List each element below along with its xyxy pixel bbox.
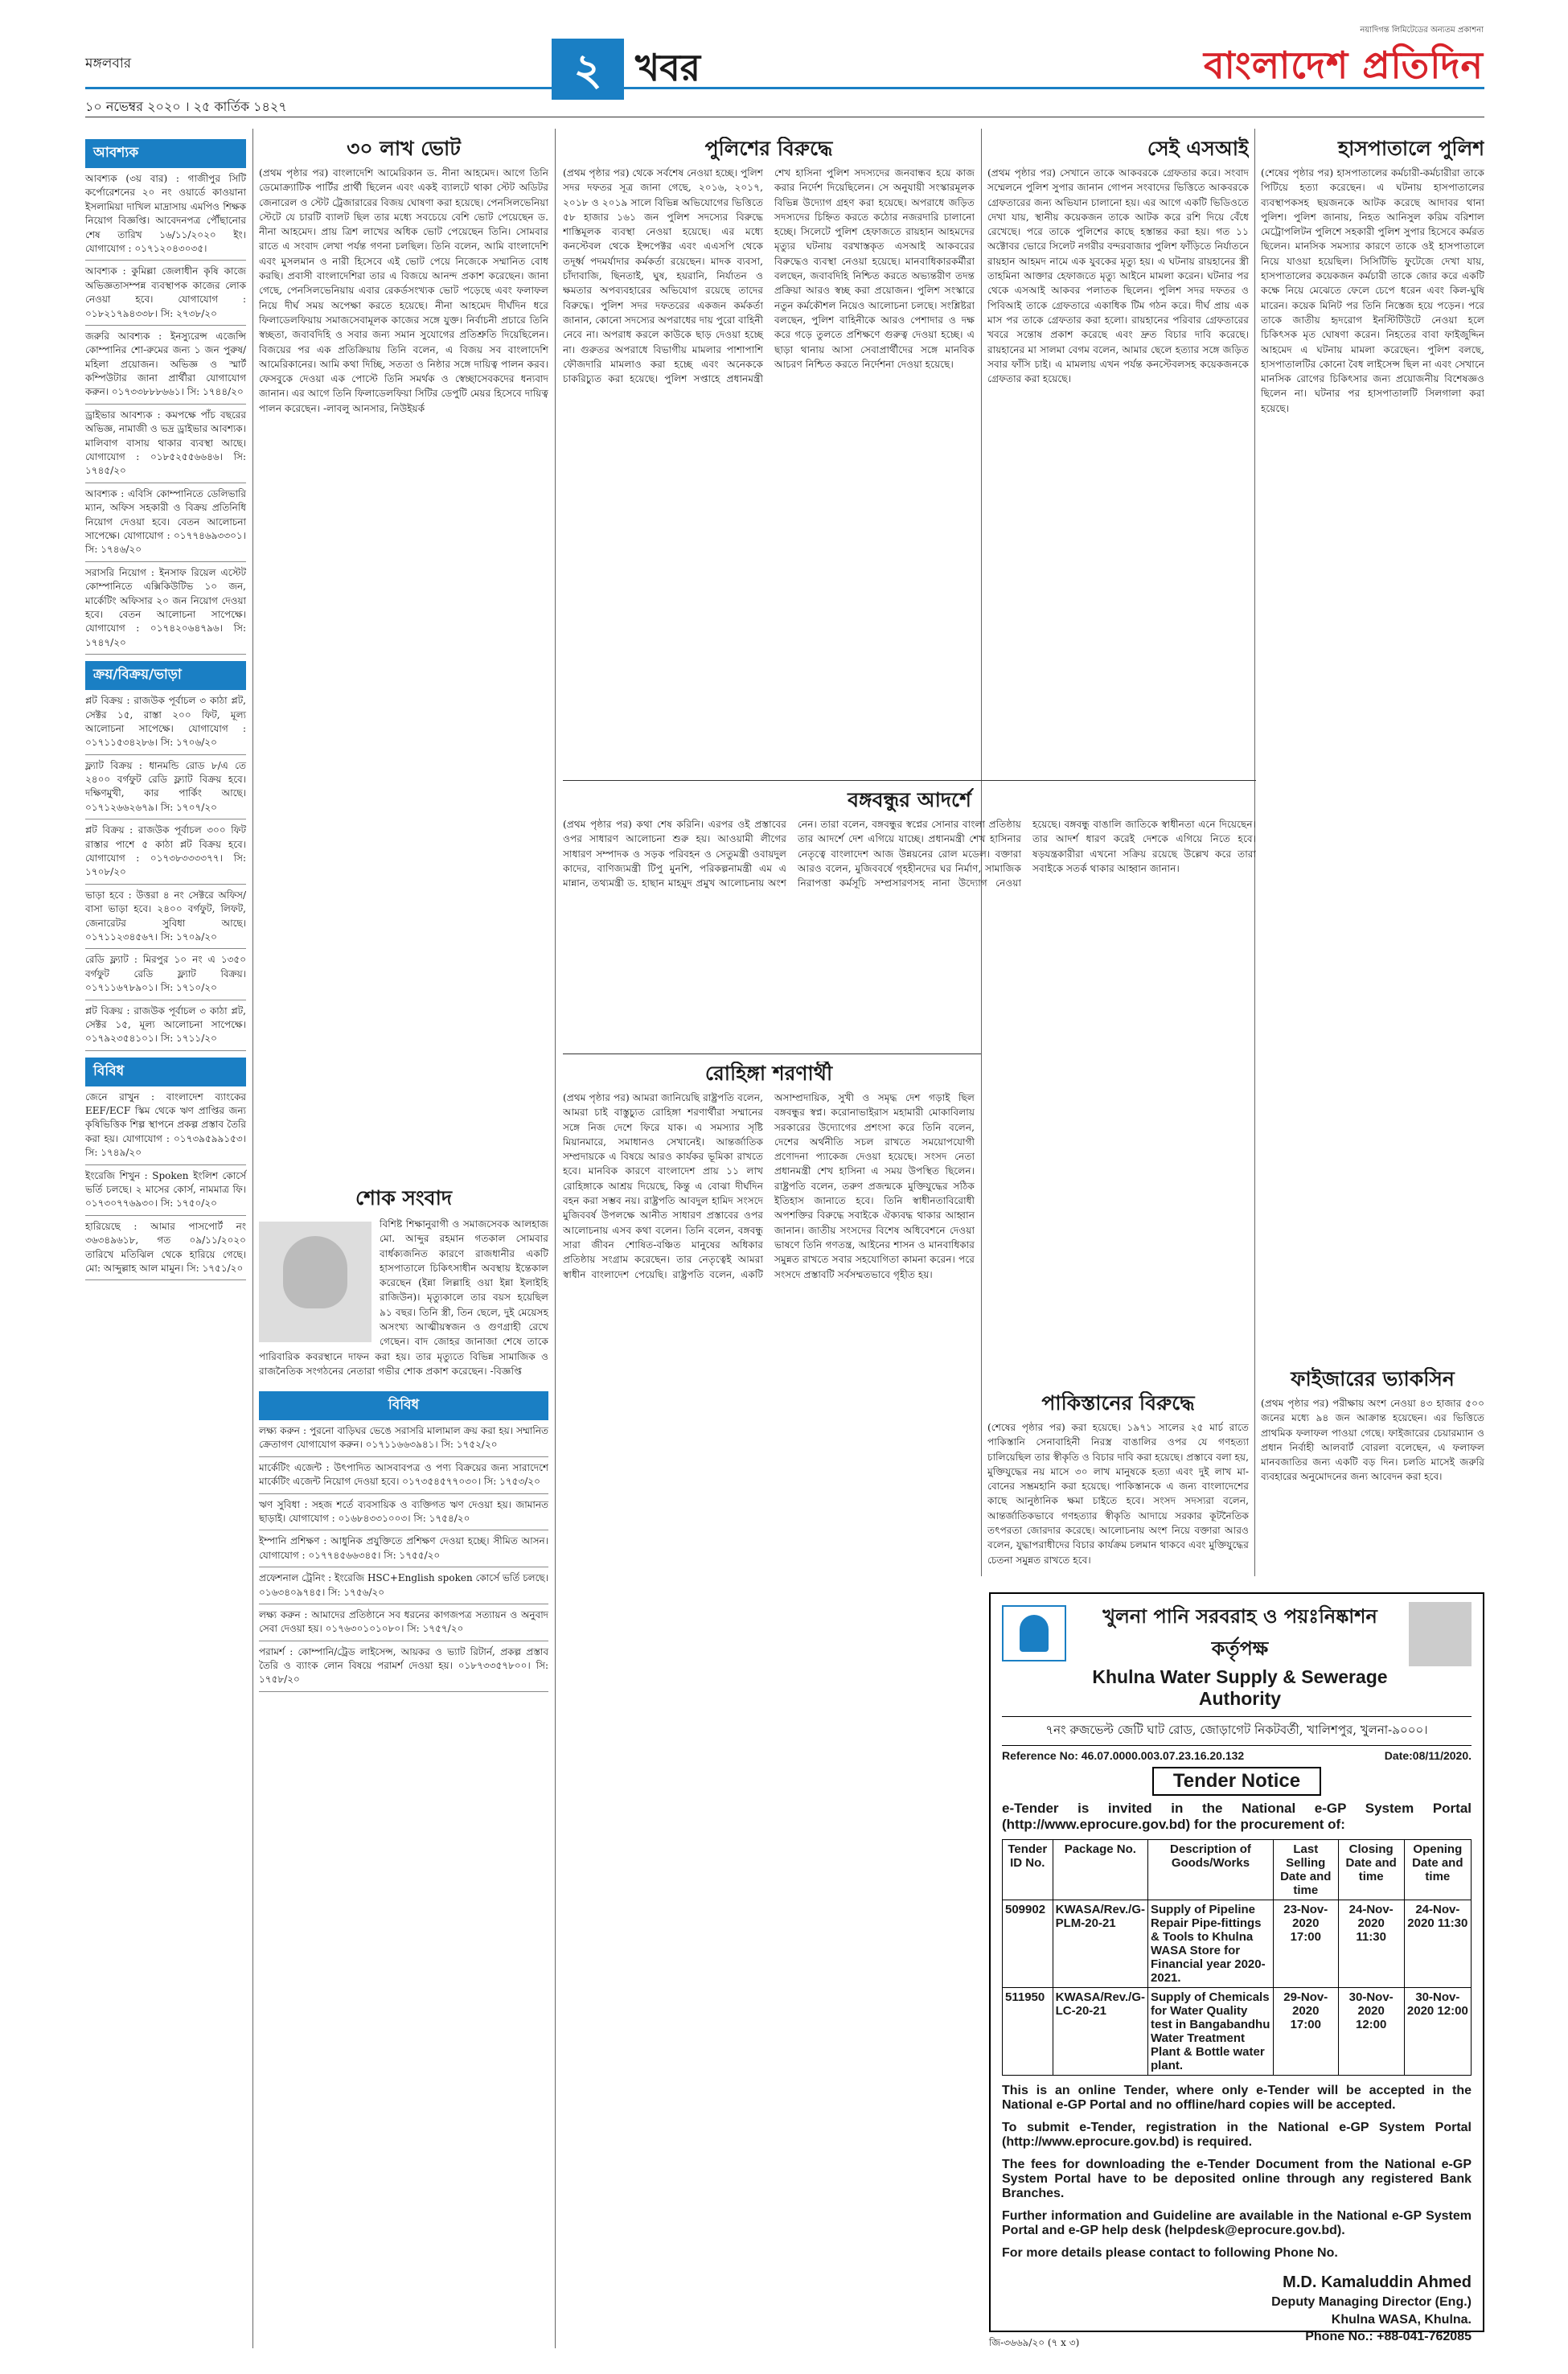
article-body: (প্রথম পৃষ্ঠার পর) বাংলাদেশি আমেরিকান ড. নীনা আহমেদ। আগে তিনি ডেমোক্র্যাটিক পার্টির প্রার্থী ছিলেন এবং একই ব্যালটে থাকা স্টেট অডিটর জেনারেল ও স্টেট ট্রেজারারের বিজয় ঘোষণা করা হয়েছে। পেনসিলভেনিয়া স্টেটে যে চারটি ব্যালট ছিল তার মধ্যে সবচেয়ে বেশি ভোট পেয়েছেন ড. নীনা আহমেদ। প্রায় ত্রিশ লাখের অধিক ভোট পেয়েছেন তিনি। সোমবার রাতে এ সংবাদ লেখা পর্যন্ত গণনা চলছিল। তিনি বলেন, আমি বাংলাদেশি এবং মুসলমান ও নারী হিসেবে এই ভোট পেয়ে নিজেকে সম্মানিত বোধ করছি। প্রবাসী বাংলাদেশিরা তার এ বিজয়ে আনন্দ প্রকাশ করেছেন। জানা গেছে, পেনসিলভেনিয়ায় এবার রেকর্ডসংখ্যক ভোট পড়েছে এবং ফলাফল নিয়ে দীর্ঘ সময় অপেক্ষা করতে হয়েছে। নীনা আহমেদ দীর্ঘদিন ধরে ফিলাডেলফিয়ায় সমাজসেবামূলক কাজের সঙ্গে যুক্ত। নির্বাচনী প্রচারে তিনি স্বচ্ছতা, জবাবদিহি ও সবার জন্য সমান সুযোগের প্রতিশ্রুতি দিয়েছিলেন। বিজয়ের পর এক প্রতিক্রিয়ায় তিনি বলেন, এ বিজয় সব বাংলাদেশি আমেরিকানের। আমি কথা দিচ্ছি, সততা ও নিষ্ঠার সঙ্গে দায়িত্ব পালন করব। ফেসবুকে দেওয়া এক পোস্টে তিনি সমর্থক ও স্বেচ্ছাসেবকদের ধন্যবাদ জানান। এর আগে তিনি ফিলাডেলফিয়া সিটির ডেপুটি মেয়র হিসেবে দায়িত্ব পালন করেছেন। -লাবলু আনসার, নিউইয়র্ক	[259, 167, 548, 414]
classified-ad: ভাড়া হবে : উত্তরা ৪ নং সেক্টরে অফিস/বাসা ভাড়া হবে। ২৪০০ বর্গফুট, লিফট, জেনারেটর সুবিধা আছে। ০১৭১১২৩৪৫৬৭। সি: ১৭০৯/২০	[85, 885, 246, 950]
classified-column	[85, 133, 246, 1280]
tender-reference: Reference No: 46.07.0000.003.07.23.16.20.132	[1002, 1749, 1245, 1762]
classified-ad: আবশ্যক : এবিসি কোম্পানিতে ডেলিভারি ম্যান, অফিস সহকারী ও বিক্রয় প্রতিনিধি নিয়োগ দেওয়া হবে। বেতন আলোচনা সাপেক্ষে। যোগাযোগ : ০১৭৭৪৬৯৩৩০১। সি: ১৭৪৬/২০	[85, 483, 246, 562]
misc-ads	[259, 1391, 548, 1692]
table-header: Tender ID No.	[1003, 1840, 1053, 1900]
misc-ad: প্রফেশনাল ট্রেনিং : ইংরেজি HSC+English spoken কোর্সে ভর্তি চলছে। ০১৬৩৪০৯৭৪৫। সি: ১৭৫৬/২০	[259, 1567, 548, 1604]
article-title: পুলিশের বিরুদ্ধে	[704, 137, 833, 160]
header-day: মঙ্গলবার	[85, 55, 132, 72]
article-title: বঙ্গবন্ধুর আদর্শে	[848, 788, 971, 811]
tender-intro: e-Tender is invited in the National e-GP System Portal (http://www.eprocure.gov.bd) for the procurement of:	[1002, 1801, 1472, 1832]
tender-address: ৭নং রুজভেল্ট জেটি ঘাট রোড, জোড়াগেট নিকটবর্তী, খালিশপুর, খুলনা-৯০০০।	[1002, 1716, 1472, 1746]
page-number: ২	[552, 39, 624, 100]
article-body: (প্রথম পৃষ্ঠার পর) থেকে সর্বশেষ নেওয়া হচ্ছে। পুলিশ সদর দফতর সূত্র জানা গেছে, ২০১৬, ২০১৭, ২০১৮ ও ২০১৯ সালে বিভিন্ন অভিযোগের ভিত্তিতে ৫৮ হাজার ১৬১ জন পুলিশ সদস্যের বিরুদ্ধে শাস্তিমূলক ব্যবস্থা নেওয়া হয়েছে। এর মধ্যে কনস্টেবল থেকে ইন্সপেক্টর এবং এএসপি থেকে তদূর্ধ্ব পদমর্যাদার কর্মকর্তা রয়েছেন। মাদক ব্যবসা, চাঁদাবাজি, ছিনতাই, ঘুষ, হয়রানি, নির্যাতন ও ক্ষমতার অপব্যবহারের অভিযোগ রয়েছে তাদের বিরুদ্ধে। পুলিশ সদর দফতরের একজন কর্মকর্তা জানান, কোনো সদস্যের অপরাধের দায় পুরো বাহিনী নেবে না। অপরাধ করলে কাউকে ছাড় দেওয়া হচ্ছে না। গুরুতর অপরাধে বিভাগীয় মামলার পাশাপাশি ফৌজদারি মামলাও করা হচ্ছে এবং অনেককে চাকরিচ্যুত করা হয়েছে। পুলিশ সপ্তাহে প্রধানমন্ত্রী শেখ হাসিনা পুলিশ সদস্যদের জনবান্ধব হয়ে কাজ করার নির্দেশ দিয়েছিলেন। সে অনুযায়ী সংস্কারমূলক বিভিন্ন উদ্যোগ গ্রহণ করা হয়েছে। অপরাধে জড়িত সদস্যদের চিহ্নিত করতে কঠোর নজরদারি চালানো হচ্ছে। সিলেটে পুলিশ হেফাজতে রায়হান আহমদের মৃত্যুর ঘটনায় বরখাস্তকৃত এসআই আকবরের বিরুদ্ধেও ব্যবস্থা নেওয়া হয়েছে। মানবাধিকারকর্মীরা বলছেন, জবাবদিহি নিশ্চিত করতে অভ্যন্তরীণ তদন্ত প্রক্রিয়া আরও স্বচ্ছ করা প্রয়োজন। পুলিশ সংস্কারে নতুন কর্মকৌশল নিয়েও আলোচনা চলছে। সংশ্লিষ্টরা বলছেন, পুলিশ বাহিনীকে আরও পেশাদার ও দক্ষ করে গড়ে তুলতে প্রশিক্ষণে গুরুত্ব দেওয়া হচ্ছে। এ ছাড়া থানায় আসা সেবাপ্রার্থীদের সঙ্গে মানবিক আচরণ নিশ্চিত করতে নির্দেশনা দেওয়া হয়েছে।	[563, 167, 975, 385]
misc-ad: পরামর্শ : কোম্পানি/ট্রেড লাইসেন্স, আয়কর ও ভ্যাট রিটার্ন, প্রকল্প প্রস্তাব তৈরি ও ব্যাংক লোন বিষয়ে পরামর্শ দেওয়া হয়। ০১৮৭৩৩৫৭৮০০। সি: ১৭৫৮/২০	[259, 1641, 548, 1692]
tender-para: This is an online Tender, where only e-Tender will be accepted in the National e-GP Portal and no offline/hard copies will be accepted.	[1002, 2084, 1472, 2112]
masthead-tag: নয়াদিগন্ত লিমিটেডের অন্যতম প্রকাশনা	[1360, 26, 1484, 35]
classified-ad: প্লট বিক্রয় : রাজউক পূর্বাচল ৩ কাঠা প্লট, সেক্টর ১৫, মূল্য আলোচনা সাপেক্ষে। ০১৭৯২৩৫৪১০১। সি: ১৭১১/২০	[85, 1000, 246, 1051]
article-title: সেই এসআই	[1147, 137, 1249, 160]
misc-ad: লক্ষ্য করুন : পুরনো বাড়িঘর ভেঙে সরাসরি মালামাল ক্রয় করা হয়। সম্মানিত ক্রেতাগণ যোগাযোগ করুন। ০১৭১১৬৬৩৯৪১। সি: ১৭৫২/২০	[259, 1420, 548, 1457]
article-body: (প্রথম পৃষ্ঠার পর) সেখানে তাকে আকবরকে গ্রেফতার করে। সংবাদ সম্মেলনে পুলিশ সুপার জানান গোপন সংবাদের ভিত্তিতে আকবরকে গ্রেফতারের জন্য অভিযান চালানো হয়। এর আগে একটি ভিডিওতে দেখা যায়, স্থানীয় কয়েকজন তাকে আটক করে রশি দিয়ে বেঁধে রেখেছে। পরে তাকে পুলিশের কাছে হস্তান্তর করা হয়। গত ১১ অক্টোবর ভোরে সিলেট নগরীর বন্দরবাজার পুলিশ ফাঁড়িতে নির্যাতনে রায়হান আহমদ নামে এক যুবকের মৃত্যু হয়। এ ঘটনায় রায়হানের স্ত্রী তাহমিনা আক্তার হেফাজতে মৃত্যু আইনে মামলা করেন। ঘটনার পর থেকে এসআই আকবর পলাতক ছিলেন। পুলিশ সদর দফতর ও পিবিআই তাকে গ্রেফতারে একাধিক টিম গঠন করে। দীর্ঘ প্রায় এক মাস পর তাকে গ্রেফতার করা হলো। রায়হানের পরিবার গ্রেফতারের খবরে সন্তোষ প্রকাশ করেছে এবং দ্রুত বিচার দাবি করেছে। রায়হানের মা সালমা বেগম বলেন, আমার ছেলে হত্যার সঙ্গে জড়িত সবার ফাঁসি চাই। এ মামলায় এখন পর্যন্ত কনস্টেবলসহ কয়েকজনকে গ্রেফতার করা হয়েছে।	[987, 167, 1249, 385]
classified-ad: সরাসরি নিয়োগ : ইনসাফ রিয়েল এস্টেট কোম্পানিতে এক্সিকিউটিভ ১০ জন, মার্কেটিং অফিসার ২০ জন নিয়োগ দেওয়া হবে। বেতন আলোচনা সাপেক্ষে। যোগাযোগ : ০১৭৪২০৬৪৭৯৬। সি: ১৭৪৭/২০	[85, 562, 246, 655]
tender-title: Tender Notice	[1152, 1767, 1321, 1796]
page-header	[0, 0, 1568, 121]
tender-para: The fees for downloading the e-Tender Document from the National e-GP System Portal have to be deposited online through any registered Bank Branches.	[1002, 2158, 1472, 2200]
article-title: হাসপাতালে পুলিশ	[1337, 137, 1484, 160]
classified-ad: জরুরি আবশ্যক : ইনস্যুরেন্স এজেন্সি কোম্পানির শো-রুমের জন্য ১ জন পুরুষ/মহিলা প্রয়োজন। অভিজ্ঞ ও স্মার্ট কম্পিউটার জানা প্রার্থীরা যোগাযোগ করুন। ০১৭৩৩৮৮৮৬৬১। সি: ১৭৪৪/২০	[85, 326, 246, 405]
article-title: ৩০ লাখ ভোট	[347, 137, 461, 160]
article-body: (শেষের পৃষ্ঠার পর) হাসপাতালের কর্মচারী-কর্মচারীরা তাকে পিটিয়ে হত্যা করেছেন। এ ঘটনায় হাসপাতালের ব্যবস্থাপকসহ ছয়জনকে আটক করেছে আদাবর থানা পুলিশ। পুলিশ জানায়, নিহত আনিসুল করিম বরিশাল মেট্রোপলিটন পুলিশে সহকারী পুলিশ সুপার হিসেবে কর্মরত ছিলেন। মানসিক সমস্যার কারণে তাকে ওই হাসপাতালে নিয়ে যাওয়া হয়েছিল। সিসিটিভি ফুটেজে দেখা যায়, হাসপাতালের কয়েকজন কর্মচারী তাকে জোর করে একটি কক্ষে নিয়ে মেঝেতে ফেলে চেপে ধরেন এবং কিল-ঘুষি মারেন। কয়েক মিনিট পর তিনি নিস্তেজ হয়ে পড়েন। পরে তাকে জাতীয় হৃদরোগ ইনস্টিটিউটে নেওয়া হলে চিকিৎসক মৃত ঘোষণা করেন। নিহতের বাবা ফাইজুদ্দিন আহমেদ এ ঘটনায় মামলা করেছেন। পুলিশ বলছে, হাসপাতালটির কোনো বৈধ লাইসেন্স ছিল না এবং সেখানে মানসিক রোগের চিকিৎসার জন্য প্রয়োজনীয় বিশেষজ্ঞও ছিলেন না। ঘটনার পর হাসপাতালটি সিলগালা করা হয়েছে।	[1261, 167, 1484, 414]
tender-para: Further information and Guideline are available in the National e-GP System Portal and e-GP help desk (helpdesk@eprocure.gov.bd).	[1002, 2209, 1472, 2237]
table-cell: Supply of Pipeline Repair Pipe-fittings & Tools to Khulna WASA Store for Financial year 2020-2021.	[1148, 1900, 1274, 1988]
obituary-photo	[259, 1222, 371, 1342]
classified-ad: রেডি ফ্ল্যাট : মিরপুর ১০ নং এ ১৩৫০ বর্গফুট রেডি ফ্ল্যাট বিক্রয়। ০১৭১১৬৭৮৯০১। সি: ১৭১০/২০	[85, 949, 246, 1000]
table-cell: 30-Nov-2020 12:00	[1404, 1988, 1471, 2076]
article-title: রোহিঙ্গা শরণার্থী	[704, 1062, 833, 1085]
masthead	[1178, 24, 1484, 87]
table-cell: KWASA/Rev./G-LC-20-21	[1053, 1988, 1147, 2076]
article-title: পাকিস্তানের বিরুদ্ধে	[1041, 1391, 1195, 1415]
table-cell: 511950	[1003, 1988, 1053, 2076]
classified-ad: আবশ্যক : কুমিল্লা জেলাধীন কৃষি কাজে অভিজ্ঞতাসম্পন্ন ব্যবস্থাপক কাজের লোক নেওয়া হবে। যোগাযোগ : ০১৮২১৭৯৪৩৩৮। সি: ২৭৩৮/২০	[85, 261, 246, 326]
wasa-logo-icon	[1002, 1605, 1066, 1661]
ad-code: জি-৩৬৬৯/২০ (৭ x ৩)	[989, 2337, 1080, 2348]
article-pfizer	[1261, 1367, 1484, 1584]
table-header: Package No.	[1053, 1840, 1147, 1900]
tender-table	[1002, 1839, 1472, 2076]
table-cell: 509902	[1003, 1900, 1053, 1988]
classified-ad: ইংরেজি শিখুন : Spoken ইংলিশ কোর্সে ভর্তি চলছে। ২ মাসের কোর্স, নামমাত্র ফি। ০১৭৩০৭৭৬৯৩০। সি: ১৭৫০/২০	[85, 1165, 246, 1216]
table-cell: 23-Nov-2020 17:00	[1273, 1900, 1338, 1988]
classified-ad: আবশ্যক (৩য় বার) : গাজীপুর সিটি কর্পোরেশনের ২০ নং ওয়ার্ডে কাওয়ানা ইসলামিয়া দাখিল মাদ্রাসায় এমপিও শিক্ষক নিয়োগ বিজ্ঞপ্তি। আবেদনপত্র পৌঁছানোর শেষ তারিখ ১৬/১১/২০২০ ইং। যোগাযোগ : ০১৭১২০৪৩০৩৫।	[85, 168, 246, 261]
tender-signature	[1002, 2272, 1472, 2346]
signatory-title: Deputy Managing Director (Eng.)	[1271, 2295, 1472, 2309]
misc-ads-heading: বিবিধ	[259, 1391, 548, 1420]
table-header: Last Selling Date and time	[1273, 1840, 1338, 1900]
article-body: (প্রথম পৃষ্ঠার পর) কথা শেষ করিনি। এরপর ওই প্রস্তাবের ওপর সাধারণ আলোচনা শুরু হয়। আওয়ামী লীগের সাধারণ সম্পাদক ও সড়ক পরিবহন ও সেতুমন্ত্রী ওবায়দুল কাদের, বাণিজ্যমন্ত্রী টিপু মুনশি, পরিকল্পনামন্ত্রী এম এ মান্নান, তথ্যমন্ত্রী ড. হাছান মাহমুদ প্রমুখ আলোচনায় অংশ নেন। তারা বলেন, বঙ্গবন্ধুর স্বপ্নের সোনার বাংলা প্রতিষ্ঠায় তার আদর্শে দেশ এগিয়ে যাচ্ছে। প্রধানমন্ত্রী শেখ হাসিনার নেতৃত্বে বাংলাদেশ আজ উন্নয়নের রোল মডেল। বক্তারা আরও বলেন, মুজিববর্ষে গৃহহীনদের ঘর নির্মাণ, সামাজিক নিরাপত্তা কর্মসূচি সম্প্রসারণসহ নানা উদ্যোগ নেওয়া হয়েছে। বঙ্গবন্ধু বাঙালি জাতিকে স্বাধীনতা এনে দিয়েছেন। তার আদর্শ ধারণ করেই দেশকে এগিয়ে নিতে হবে। ষড়যন্ত্রকারীরা এখনো সক্রিয় রয়েছে উল্লেখ করে তারা সবাইকে সতর্ক থাকার আহ্বান জানান।	[563, 819, 1256, 889]
signatory-name: M.D. Kamaluddin Ahmed	[1283, 2273, 1472, 2291]
table-header: Closing Date and time	[1338, 1840, 1404, 1900]
classified-ad: ড্রাইভার আবশ্যক : কমপক্ষে পাঁচ বছরের অভিজ্ঞ, নামাজী ও ভদ্র ড্রাইভার আবশ্যক। মালিবাগ বাসায় থাকার ব্যবস্থা আছে। যোগাযোগ : ০১৮৫২৫৫৬৬৪৬। সি: ১৭৪৫/২০	[85, 405, 246, 483]
tender-para: For more details please contact to following Phone No.	[1002, 2246, 1338, 2260]
misc-ad: ইম্পানি প্রশিক্ষণ : আধুনিক প্রযুক্তিতে প্রশিক্ষণ দেওয়া হচ্ছে। সীমিত আসন। যোগাযোগ : ০১৭৭৪৫৬৬৩৪৫। সি: ১৭৫৫/২০	[259, 1530, 548, 1567]
table-cell: 24-Nov-2020 11:30	[1404, 1900, 1471, 1988]
table-cell: Supply of Chemicals for Water Quality test in Bangabandhu Water Treatment Plant & Bottle water plant.	[1148, 1988, 1274, 2076]
article-hospital	[1261, 137, 1484, 1359]
article-vote	[259, 137, 548, 1174]
table-header: Opening Date and time	[1404, 1840, 1471, 1900]
article-title: ফাইজারের ভ্যাকসিন	[1291, 1367, 1455, 1390]
classified-ad: প্লট বিক্রয় : রাজউক পূর্বাচল ৩০০ ফিট রাস্তার পাশে ৫ কাঠা প্লট বিক্রয় হবে। যোগাযোগ : ০১৭৩৮৩৩৩৩৭৭। সি: ১৭০৮/২০	[85, 819, 246, 885]
table-cell: 30-Nov-2020 12:00	[1338, 1988, 1404, 2076]
section-title: খবর	[635, 46, 701, 89]
article-police	[563, 137, 975, 772]
table-row	[1003, 1988, 1472, 2076]
classified-ad: ফ্ল্যাট বিক্রয় : ধানমন্ডি রোড ৮/এ তে ২৪০০ বর্গফুট রেডি ফ্ল্যাট বিক্রয় হবে। দক্ষিণমুখী, কার পার্কিং আছে। ০১৭১২৬৬২৬৭৯। সি: ১৭০৭/২০	[85, 755, 246, 820]
tender-org-bn: খুলনা পানি সরবরাহ ও পয়ঃনিষ্কাশন কর্তৃপক্ষ	[1102, 1604, 1377, 1660]
tender-para: To submit e-Tender, registration in the National e-GP System Portal (http://www.eprocure.gov.bd) is required.	[1002, 2121, 1472, 2149]
obituary	[259, 1182, 548, 1378]
table-cell: 24-Nov-2020 11:30	[1338, 1900, 1404, 1988]
table-header: Description of Goods/Works	[1148, 1840, 1274, 1900]
classified-heading-sale: ক্রয়/বিক্রয়/ভাড়া	[85, 661, 246, 690]
classified-ad: হারিয়েছে : আমার পাসপোর্ট নং ৩৬৩৪৯৬১৮, গত ০৯/১১/২০২০ তারিখে মতিঝিল থেকে হারিয়ে গেছে। মো: আব্দুল্লাহ আল মামুন। সি: ১৭৫১/২০	[85, 1216, 246, 1281]
classified-heading-misc: বিবিধ	[85, 1058, 246, 1086]
article-body: (প্রথম পৃষ্ঠার পর) পরীক্ষায় অংশ নেওয়া ৪৩ হাজার ৫০০ জনের মধ্যে ৯৪ জন আক্রান্ত হয়েছেন। এর ভিত্তিতে প্রাথমিক ফলাফল পাওয়া গেছে। ফাইজারের চেয়ারম্যান ও প্রধান নির্বাহী আলবার্ট বোরলা বলেছেন, এ ফলাফল মানবজাতির জন্য একটি বড় দিন। চলতি মাসেই জরুরি ব্যবহারের অনুমোদনের জন্য আবেদন করা হবে।	[1261, 1398, 1484, 1483]
column-divider	[555, 129, 556, 2348]
masthead-name: বাংলাদেশ প্রতিদিন	[1203, 43, 1484, 87]
misc-ad: ঋণ সুবিধা : সহজ শর্তে ব্যবসায়িক ও ব্যক্তিগত ঋণ দেওয়া হয়। জামানত ছাড়াই। যোগাযোগ : ০১৬৮৪৩৩১০০৩। সি: ১৭৫৪/২০	[259, 1494, 548, 1531]
classified-ad: জেনে রাখুন : বাংলাদেশ ব্যাংকের EEF/ECF স্কিম থেকে ঋণ প্রাপ্তির জন্য কৃষিভিত্তিক শিল্প স্থাপনে প্রকল্প প্রস্তাব তৈরি করা হয়। যোগাযোগ : ০১৭৩৯৫৯৯১৫৩। সি: ১৭৪৯/২০	[85, 1086, 246, 1165]
table-cell: KWASA/Rev./G-PLM-20-21	[1053, 1900, 1147, 1988]
signatory-phone: Phone No.: +88-041-762085	[1305, 2330, 1472, 2344]
table-cell: 29-Nov-2020 17:00	[1273, 1988, 1338, 2076]
column-divider	[252, 129, 253, 2348]
misc-ad: লক্ষ্য করুন : আমাদের প্রতিষ্ঠানে সব ধরনের কাগজপত্র সত্যায়ন ও অনুবাদ সেবা দেওয়া হয়। ০১৭৬৩০১০১০৮০। সি: ১৭৫৭/২০	[259, 1604, 548, 1641]
portrait-image	[1409, 1602, 1472, 1666]
article-si	[987, 137, 1249, 1383]
article-rohingya	[563, 1062, 975, 2332]
table-row	[1003, 1900, 1472, 1988]
classified-heading-needed: আবশ্যক	[85, 139, 246, 168]
signatory-org: Khulna WASA, Khulna.	[1331, 2312, 1472, 2327]
tender-refline	[1002, 1749, 1472, 1762]
tender-org-en: Khulna Water Supply & Sewerage Authority	[1092, 1666, 1388, 1709]
obituary-body: বিশিষ্ট শিক্ষানুরাগী ও সমাজসেবক আলহাজ মো. আব্দুর রহমান গতকাল সোমবার বার্ধক্যজনিত কারণে রাজধানীর একটি হাসপাতালে চিকিৎসাধীন অবস্থায় ইন্তেকাল করেছেন (ইন্না লিল্লাহি ওয়া ইন্না ইলাইহি রাজিউন)। মৃত্যুকালে তার বয়স হয়েছিল ৯১ বছর। তিনি স্ত্রী, তিন ছেলে, দুই মেয়েসহ অসংখ্য আত্মীয়স্বজন ও গুণগ্রাহী রেখে গেছেন। বাদ জোহর জানাজা শেষে তাকে পারিবারিক কবরস্থানে দাফন করা হয়। তার মৃত্যুতে বিভিন্ন সামাজিক ও রাজনৈতিক সংগঠনের নেতারা গভীর শোক প্রকাশ করেছেন। -বিজ্ঞপ্তি	[259, 1218, 548, 1377]
article-pakistan	[987, 1391, 1249, 1584]
obituary-title: শোক সংবাদ	[355, 1186, 452, 1210]
classified-ad: প্লট বিক্রয় : রাজউক পূর্বাচল ৩ কাঠা প্লট, সেক্টর ১৫, রাস্তা ২০০ ফিট, মূল্য আলোচনা সাপেক্ষে। যোগাযোগ : ০১৭১১৫৩৪২৮৬। সি: ১৭০৬/২০	[85, 690, 246, 755]
article-body: (শেষের পৃষ্ঠার পর) করা হয়েছে। ১৯৭১ সালের ২৫ মার্চ রাতে পাকিস্তানি সেনাবাহিনী নিরস্ত্র বাঙালির ওপর যে গণহত্যা চালিয়েছিল তার স্বীকৃতি ও বিচার দাবি করা হয়েছে। প্রস্তাবে বলা হয়, মুক্তিযুদ্ধের নয় মাসে ৩০ লাখ মানুষকে হত্যা এবং দুই লাখ মা-বোনের সম্ভ্রমহানি করা হয়েছে। পাকিস্তানকে এ জন্য বাংলাদেশের কাছে আনুষ্ঠানিক ক্ষমা চাইতে হবে। সংসদ সদস্যরা বলেন, আন্তর্জাতিকভাবে গণহত্যার স্বীকৃতি আদায়ে সরকার কূটনৈতিক তৎপরতা জোরদার করেছে। আলোচনায় অংশ নিয়ে বক্তারা আরও বলেন, যুদ্ধাপরাধীদের বিচার কার্যক্রম চলমান থাকবে এবং মুক্তিযুদ্ধের চেতনা সমুন্নত রাখতে হবে।	[987, 1422, 1249, 1566]
tender-date: Date:08/11/2020.	[1384, 1749, 1472, 1762]
header-date: ১০ নভেম্বর ২০২০ । ২৫ কার্তিক ১৪২৭	[85, 99, 287, 114]
article-body: (প্রথম পৃষ্ঠার পর) আমরা জানিয়েছি রাষ্ট্রপতি বলেন, আমরা চাই বাস্তুচ্যুত রোহিঙ্গা শরণার্থীরা সম্মানের সঙ্গে নিজ দেশে ফিরে যাক। এ সমস্যার সৃষ্টি মিয়ানমারে, সমাধানও সেখানেই। আন্তর্জাতিক সম্প্রদায়কে এ বিষয়ে আরও কার্যকর ভূমিকা রাখতে হবে। মানবিক কারণে বাংলাদেশ প্রায় ১১ লাখ রোহিঙ্গাকে আশ্রয় দিয়েছে, কিন্তু এ বোঝা দীর্ঘদিন বহন করা সম্ভব নয়। রাষ্ট্রপতি আবদুল হামিদ সংসদে মুজিববর্ষ উপলক্ষে আনীত সাধারণ প্রস্তাবের ওপর আলোচনায় এসব কথা বলেন। তিনি বলেন, বঙ্গবন্ধু সারা জীবন শোষিত-বঞ্চিত মানুষের অধিকার প্রতিষ্ঠায় সংগ্রাম করেছেন। তার নেতৃত্বেই আমরা স্বাধীন বাংলাদেশ পেয়েছি। রাষ্ট্রপতি বলেন, একটি অসাম্প্রদায়িক, সুখী ও সমৃদ্ধ দেশ গড়াই ছিল বঙ্গবন্ধুর স্বপ্ন। করোনাভাইরাস মহামারী মোকাবিলায় সরকারের উদ্যোগের প্রশংসা করে তিনি বলেন, দেশের অর্থনীতি সচল রাখতে সময়োপযোগী প্রণোদনা প্যাকেজ দেওয়া হয়েছে। সংসদ নেতা প্রধানমন্ত্রী শেখ হাসিনা এ সময় উপস্থিত ছিলেন। রাষ্ট্রপতি বলেন, তরুণ প্রজন্মকে মুক্তিযুদ্ধের সঠিক ইতিহাস জানাতে হবে। তিনি স্বাধীনতাবিরোধী অপশক্তির বিরুদ্ধে সবাইকে ঐক্যবদ্ধ থাকার আহ্বান জানান। জাতীয় সংসদের বিশেষ অধিবেশনে দেওয়া ভাষণে তিনি গণতন্ত্র, আইনের শাসন ও মানবাধিকার সমুন্নত রাখতে সবার সহযোগিতা কামনা করেন। পরে সংসদে প্রস্তাবটি সর্বসম্মতভাবে গৃহীত হয়।	[563, 1092, 975, 1280]
misc-ad: মার্কেটিং এজেন্ট : উৎপাদিত আসবাবপত্র ও পণ্য বিক্রয়ের জন্য সারাদেশে মার্কেটিং এজেন্ট নিয়োগ দেওয়া হবে। ০১৭৩৫৪৫৭৭০৩০। সি: ১৭৫৩/২০	[259, 1457, 548, 1494]
